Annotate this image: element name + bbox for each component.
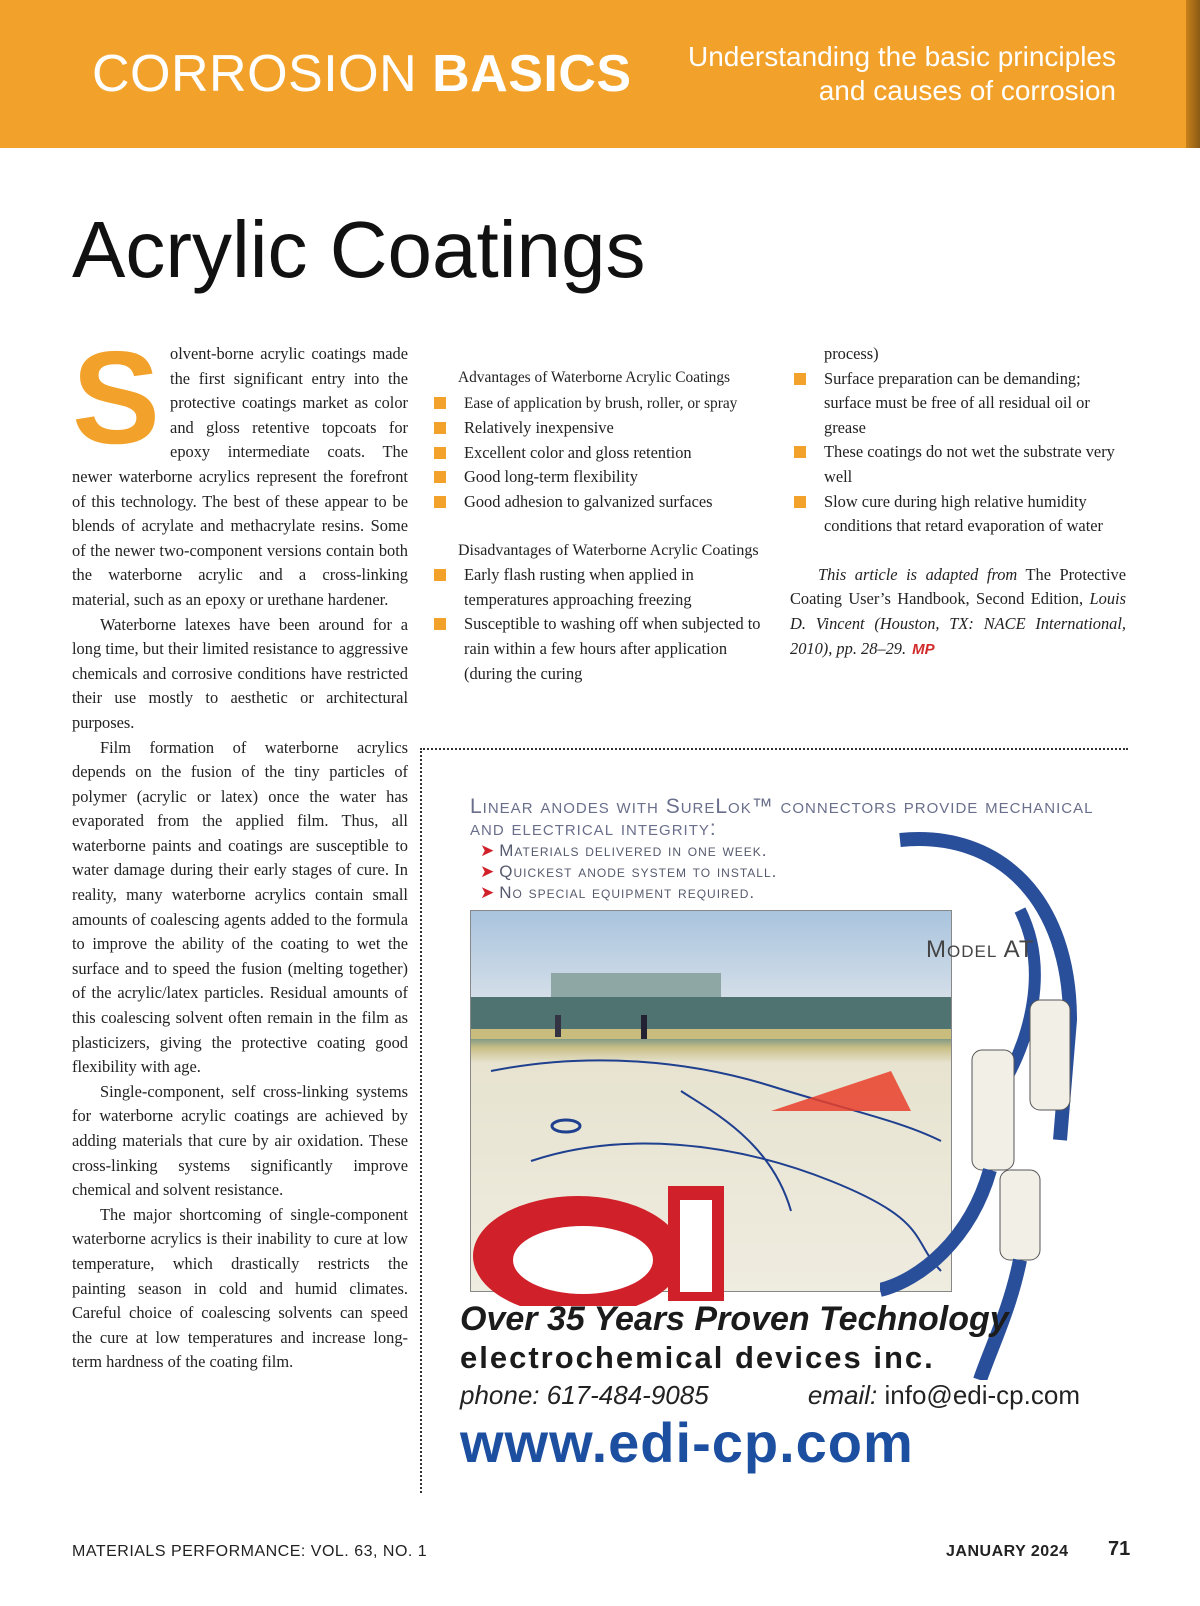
article-column-2: [430, 342, 770, 686]
section-title-light: CORROSION: [92, 45, 418, 103]
list-continuation: process): [824, 344, 879, 363]
list-item-text: Excellent color and gloss retention: [464, 442, 692, 462]
worker: [641, 1015, 647, 1039]
list-item: [430, 490, 770, 515]
list-item-text: These coatings do not wet the substrate very well: [824, 442, 1115, 486]
braided-cable: [880, 1170, 990, 1290]
advantages-list: [430, 391, 770, 515]
list-item: [790, 490, 1126, 539]
section-header-band: [0, 0, 1200, 148]
email-address[interactable]: info@edi-cp.com: [884, 1380, 1080, 1410]
section-title-bold: BASICS: [432, 45, 632, 103]
list-item: [430, 441, 770, 466]
credit-author: Louis D. Vincent (Houston, TX: NACE International, 2010), pp. 28–29.: [790, 589, 1126, 658]
bullet-square-icon: [434, 569, 446, 581]
bullet-square-icon: [794, 373, 806, 385]
ad-company-name: electrochemical devices inc.: [460, 1340, 935, 1375]
ad-bullet-list: [480, 840, 777, 903]
phone-number[interactable]: 617-484-9085: [546, 1380, 709, 1410]
list-item-text: Early flash rusting when applied in temperatures approaching freezing: [464, 565, 694, 609]
source-credit: [790, 563, 1126, 662]
list-item-text: Relatively inexpensive: [464, 418, 614, 438]
bullet-square-icon: [434, 471, 446, 483]
bullet-square-icon: [434, 496, 446, 508]
advertisement[interactable]: [460, 790, 1120, 1490]
page-number: 71: [1108, 1538, 1131, 1560]
ad-url-link[interactable]: www.edi-cp.com: [460, 1411, 914, 1474]
list-item-text: Ease of application by brush, roller, or spray: [464, 394, 738, 412]
disadvantages-heading: Disadvantages of Waterborne Acrylic Coatings: [458, 541, 759, 559]
ad-headline: Linear anodes with SureLok™ connectors provide mechanical and electrical integrity:: [470, 795, 1094, 840]
footer-publication: MATERIALS PERFORMANCE: VOL. 63, NO. 1: [72, 1543, 428, 1560]
paragraph-3: Film formation of waterborne acrylics depends on the fusion of the tiny particles of polymer (acrylic or latex) once the water has evaporated from the applied film. Thus, all waterborne paints and coatings are susceptible to water damage during their early stages of cure. In reality, many waterborne acrylics contain small amounts of coalescing agents added to the formula to improve the ability of the coating to wet the surface and to speed the fusion (melting together) of the acrylic/latex particles. Residual amounts of this coalescing solvent often remain in the film as plasticizers, giving the protective coating good flexibility with age.: [72, 737, 408, 1077]
bullet-square-icon: [794, 496, 806, 508]
list-item-text: Good adhesion to galvanized surfaces: [464, 491, 713, 511]
logo-i-inner: [680, 1200, 712, 1292]
list-item-text: Susceptible to washing off when subjected to rain within a few hours after application (during the curing: [464, 614, 761, 683]
section-title: [92, 45, 632, 103]
ad-email[interactable]: [808, 1380, 1080, 1411]
disadvantages-list: [430, 563, 770, 686]
bullet-square-icon: [794, 446, 806, 458]
worker: [555, 1015, 561, 1037]
email-label: email:: [807, 1380, 878, 1410]
cable-coil: [552, 1120, 580, 1132]
article-column-3: [790, 342, 1126, 662]
ad-phone[interactable]: [460, 1380, 709, 1411]
article-title: Acrylic Coatings: [72, 205, 646, 294]
ad-divider-horizontal: [420, 748, 1128, 750]
drop-cap: S: [72, 324, 161, 471]
footer-date: JANUARY 2024: [946, 1543, 1069, 1560]
connector-body: [1000, 1170, 1040, 1260]
arrow-icon: ➤: [480, 883, 496, 902]
list-item-text: Good long-term flexibility: [464, 467, 638, 487]
list-item-text: Surface preparation can be demanding; surface must be free of all residual oil or grease: [824, 368, 1090, 437]
advantages-heading: Advantages of Waterborne Acrylic Coatings: [458, 369, 731, 386]
list-item: [790, 367, 1126, 441]
model-label: Model AT: [926, 936, 1035, 963]
ad-bullet: [480, 861, 777, 882]
bullet-square-icon: [434, 397, 446, 409]
list-item: [430, 563, 770, 612]
tagline-line-2: and causes of corrosion: [818, 75, 1116, 106]
ad-tagline: Over 35 Years Proven Technology: [460, 1300, 1009, 1338]
arrow-icon: ➤: [480, 862, 496, 881]
logo-swoosh-inner: [513, 1226, 653, 1294]
list-item-text: Slow cure during high relative humidity conditions that retard evaporation of water: [824, 491, 1103, 536]
bullet-square-icon: [434, 422, 446, 434]
bullet-square-icon: [434, 447, 446, 459]
paragraph-1: [72, 324, 408, 613]
ad-divider-vertical: [420, 748, 422, 1493]
section-tagline: [596, 40, 1116, 108]
containment-wall: [471, 997, 951, 1031]
list-item: [430, 465, 770, 490]
page-edge-shadow: [1186, 0, 1200, 148]
phone-label: phone:: [460, 1380, 540, 1410]
article-column-1: [72, 324, 408, 1375]
ad-bullet-text: No special equipment required.: [499, 883, 756, 902]
tagline-line-1: Understanding the basic principles: [687, 41, 1116, 72]
disadvantages-list-continued: [790, 367, 1126, 539]
connector-body: [972, 1050, 1014, 1170]
paragraph-4: Single-component, self cross-linking systems for waterborne acrylic coatings are achieved by adding materials that cure by air oxidation. These cross-linking systems significantly improve chemical and solvent resistance.: [72, 1081, 408, 1200]
ad-bullet: [480, 882, 777, 903]
ad-bullet-text: Materials delivered in one week.: [499, 841, 768, 860]
paragraph-2: Waterborne latexes have been around for a long time, but their limited resistance to aggressive chemicals and corrosive conditions have restricted their use mostly to aesthetic or architectural purposes.: [72, 614, 408, 732]
credit-intro: This article is adapted from: [818, 564, 1018, 584]
mp-end-mark-logo: MP: [912, 640, 935, 658]
wall-base: [471, 1029, 951, 1039]
list-item: [430, 416, 770, 441]
list-item: [790, 440, 1126, 489]
list-item: [430, 391, 770, 417]
ad-bullet: [480, 840, 777, 861]
paragraph-5: The major shortcoming of single-component waterborne acrylics is their inability to cure at low temperature, which drastically restricts the painting season in cold and humid climates. Careful choice of coalescing solvents can speed the cure at low temperatures and increase long-term hardness of the coating film.: [72, 1204, 408, 1372]
list-item: [430, 612, 770, 686]
connector-body: [1030, 1000, 1070, 1110]
edi-logo-icon: [468, 1176, 738, 1306]
surelok-connector-illustration: [880, 820, 1100, 1380]
credit-book: The Protective Coating User’s Handbook, Second Edition,: [790, 564, 1127, 609]
ad-bullet-text: Quickest anode system to install.: [499, 862, 778, 881]
arrow-icon: ➤: [480, 841, 496, 860]
paragraph-1-text: olvent-borne acrylic coatings made the first significant entry into the protective coatings market as color and gloss retentive topcoats for epoxy intermediate coats. The newer waterborne acrylics represent the forefront of this technology. The best of these appear to be blends of acrylate and methacrylate resins. Some of the newer two-component versions contain both the waterborne acrylic and a cross-linking material, such as an epoxy or urethane hardener.: [72, 344, 408, 609]
bullet-square-icon: [434, 618, 446, 630]
